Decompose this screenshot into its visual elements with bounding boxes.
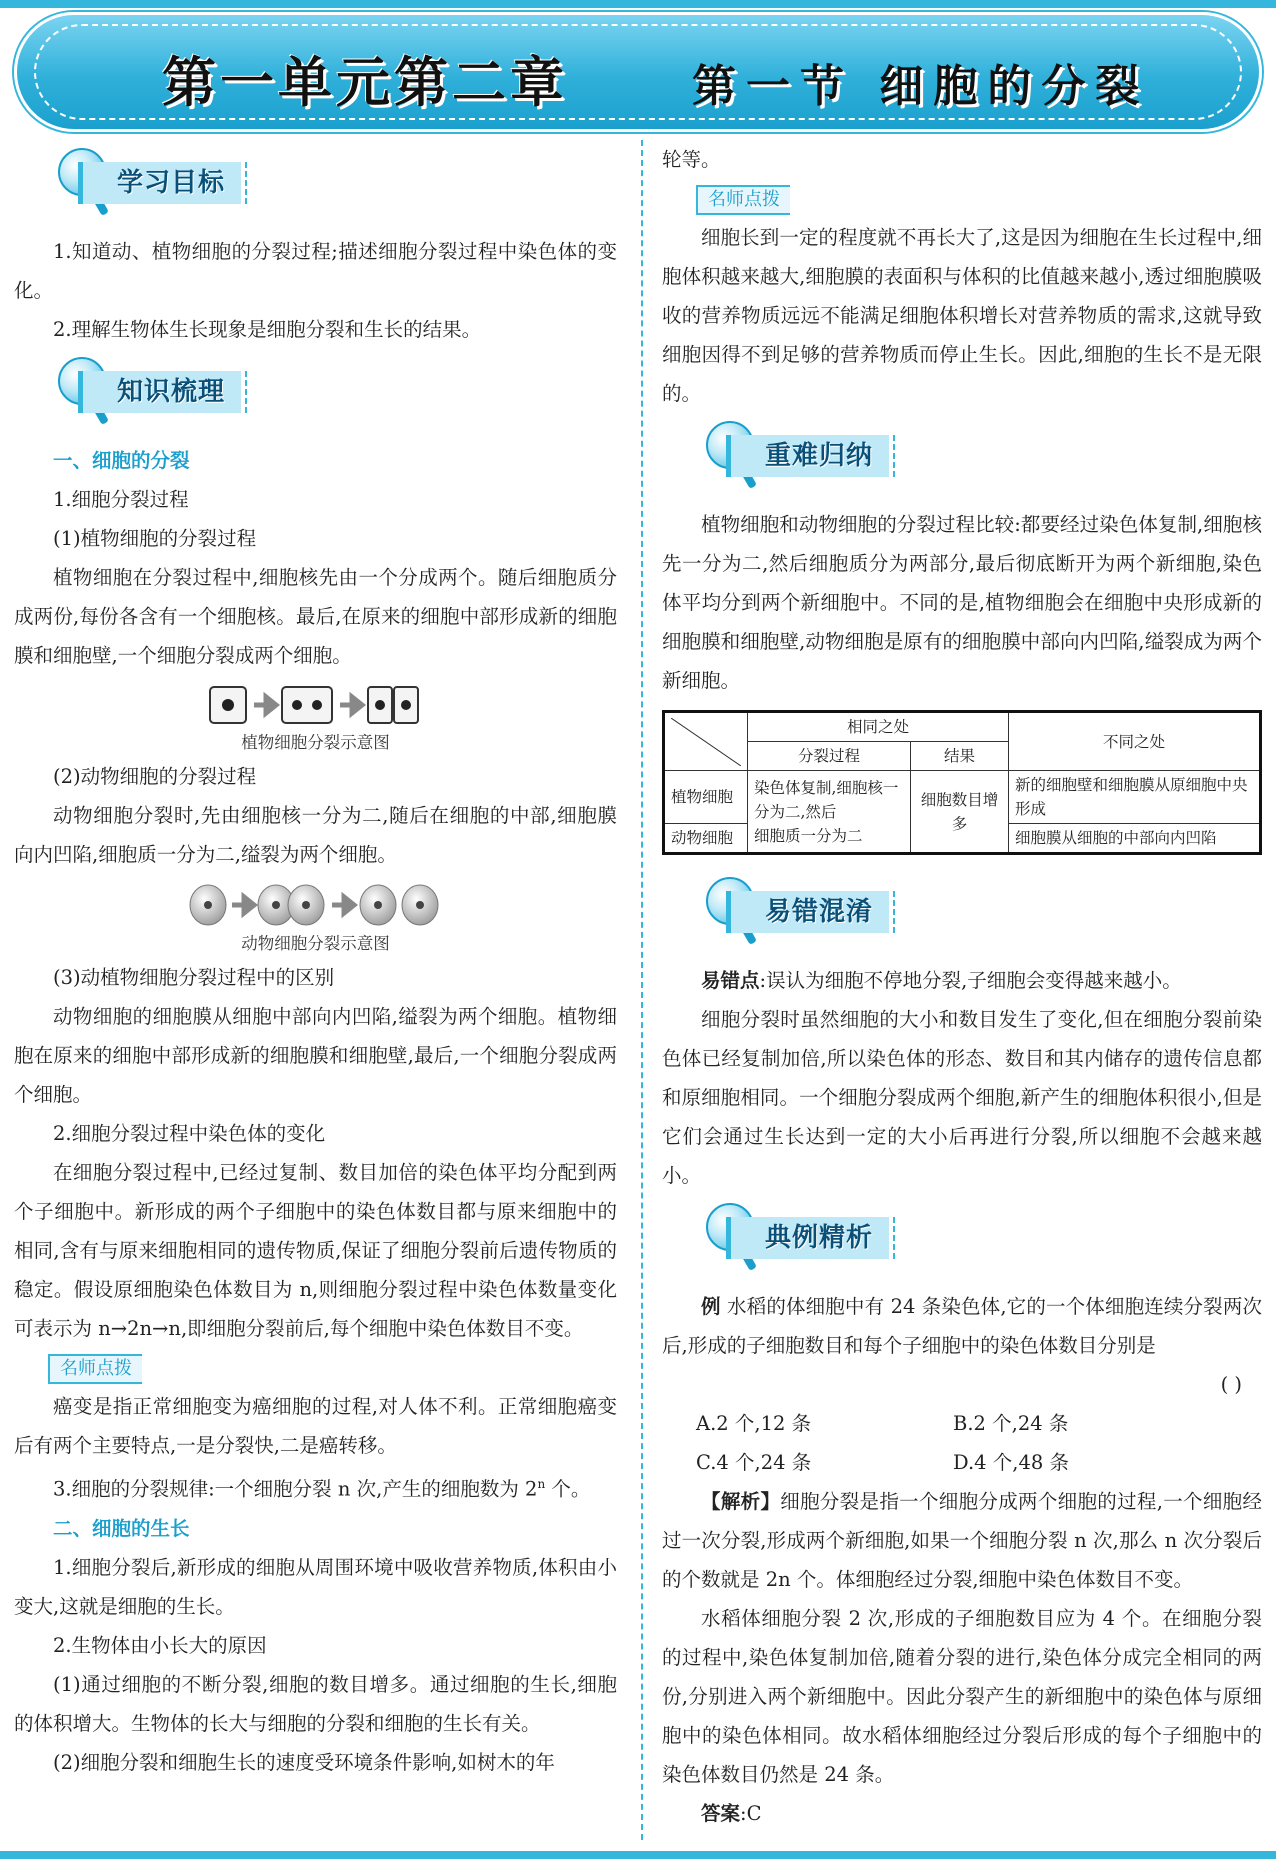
paragraph: 动物细胞的细胞膜从细胞中部向内凹陷,缢裂为两个细胞。植物细胞在原来的细胞中部形成新的细胞膜和细胞壁,最后,一个细胞分裂成两个细胞。: [14, 1005, 617, 1106]
options-row-2: [662, 1443, 1262, 1482]
analysis-text: 细胞分裂是指一个细胞分成两个细胞的过程,一个细胞经过一次分裂,形成两个新细胞,如果一个细胞分裂 n 次,那么 n 次分裂后的个数就是 2n 个。体细胞经过分裂,细胞中染色体数目不变。: [662, 1490, 1262, 1591]
rule-exponent: n: [537, 1477, 546, 1491]
header-banner: [14, 12, 1262, 132]
plant-cell-division-figure: [14, 681, 617, 757]
options-row-1: [662, 1404, 1262, 1443]
paragraph: 动物细胞分裂时,先由细胞核一分为二,随后在细胞的中部,细胞膜向内凹陷,细胞质一分为二,缢裂为两个细胞。: [14, 804, 617, 866]
top-accent-bar: [0, 0, 1276, 8]
error-point: [662, 961, 1262, 1000]
table-header-process: 分裂过程: [748, 742, 911, 771]
subheading-cell-division: 一、细胞的分裂: [53, 449, 190, 472]
paragraph: 在细胞分裂过程中,已经过复制、数目加倍的染色体平均分配到两个子细胞中。新形成的两个子细胞中的染色体数目都与原来细胞中的相同,含有与原来细胞相同的遗传物质,保证了细胞分裂前后遗传物质的稳定。假设原细胞染色体数目为 n,则细胞分裂过程中染色体数量变化可表示为 n→2n→n,即细胞分裂前后,每个细胞中染色体数目不变。: [14, 1161, 617, 1340]
paragraph: 1.细胞分裂过程: [53, 488, 189, 511]
table-cell-diff-plant: 新的细胞壁和细胞膜从原细胞中央形成: [1009, 771, 1261, 824]
section-heading-common-errors: [662, 873, 1262, 955]
answer-label: 答案: [701, 1802, 741, 1825]
process-animal: 细胞质一分为二: [754, 826, 863, 845]
section-heading-knowledge: [14, 353, 617, 435]
goal-2: 2.理解生物体生长现象是细胞分裂和生长的结果。: [53, 318, 482, 341]
diagonal-line: [671, 718, 741, 766]
paragraph-division-rule: [14, 1465, 617, 1509]
paragraph-continuation: 轮等。: [662, 148, 721, 171]
right-column: [662, 140, 1262, 1833]
unit-chapter-title: 第一单元第二章: [162, 51, 568, 114]
table-cell-diff-animal: 细胞膜从细胞的中部向内凹陷: [1009, 824, 1261, 854]
paragraph: 2.生物体由小长大的原因: [53, 1633, 267, 1657]
option-c: C.4 个,24 条: [696, 1451, 812, 1474]
error-label: 易错点: [701, 969, 760, 992]
section-heading-learning-goals: [14, 144, 617, 226]
example-label: 例: [701, 1295, 721, 1318]
table-header-same: 相同之处: [748, 712, 1009, 742]
figure-caption: 动物细胞分裂示意图: [241, 934, 390, 953]
section-heading-label: 易错混淆: [726, 891, 889, 933]
animal-cell-division-figure: [14, 880, 617, 958]
paragraph: (2)细胞分裂和细胞生长的速度受环境条件影响,如树木的年: [53, 1750, 555, 1774]
answer-value: :C: [740, 1802, 762, 1825]
paragraph: (1)植物细胞的分裂过程: [53, 527, 257, 550]
paragraph: (1)通过细胞的不断分裂,细胞的数目增多。通过细胞的生长,细胞的体积增大。生物体的长大与细胞的分裂和细胞的生长有关。: [14, 1672, 617, 1735]
section-heading-examples: [662, 1199, 1262, 1281]
table-corner-cell: [664, 712, 748, 771]
option-d: D.4 个,48 条: [953, 1451, 1069, 1474]
bottom-accent-bar: [0, 1851, 1276, 1859]
option-b: B.2 个,24 条: [953, 1412, 1069, 1435]
teacher-tip-label: 名师点拨: [48, 1354, 142, 1384]
rule-text: 3.细胞的分裂规律:一个细胞分裂 n 次,产生的细胞数为 2: [53, 1477, 538, 1501]
paragraph: 癌变是指正常细胞变为癌细胞的过程,对人体不利。正常细胞癌变后有两个主要特点,一是分裂快,二是癌转移。: [14, 1395, 617, 1457]
paragraph: (3)动植物细胞分裂过程中的区别: [53, 966, 335, 989]
subheading-cell-growth: 二、细胞的生长: [53, 1516, 190, 1540]
column-divider: [641, 140, 643, 1840]
section-heading-label: 知识梳理: [78, 371, 241, 413]
paragraph: 水稻体细胞分裂 2 次,形成的子细胞数目应为 4 个。在细胞分裂的过程中,染色体复制加倍,随着分裂的进行,染色体分成完全相同的两份,分别进入两个新细胞中。因此分裂产生的新细胞中的染色体与原细胞中的染色体相同。故水稻体细胞经过分裂后形成的每个子细胞中的染色体数目仍然是 24 条。: [662, 1607, 1262, 1786]
comparison-table: [662, 710, 1262, 855]
paragraph: 植物细胞在分裂过程中,细胞核先由一个分成两个。随后细胞质分成两份,每份各含有一个细胞核。最后,在原来的细胞中部形成新的细胞膜和细胞壁,一个细胞分裂成两个细胞。: [14, 566, 617, 667]
paragraph: 植物细胞和动物细胞的分裂过程比较:都要经过染色体复制,细胞核先一分为二,然后细胞质分为两部分,最后彻底断开为两个新细胞,染色体平均分到两个新细胞中。不同的是,植物细胞会在细胞中央形成新的细胞膜和细胞壁,动物细胞是原有的细胞膜中部向内凹陷,缢裂成为两个新细胞。: [662, 513, 1262, 692]
section-heading-label: 重难归纳: [726, 435, 889, 477]
left-column: [14, 140, 617, 1782]
table-cell-result: 细胞数目增多: [911, 771, 1009, 854]
process-plant: 染色体复制,细胞核一分为二,然后: [754, 778, 899, 821]
option-a: A.2 个,12 条: [696, 1412, 812, 1435]
error-text: :误认为细胞不停地分裂,子细胞会变得越来越小。: [759, 969, 1182, 992]
analysis-label: 【解析】: [701, 1490, 781, 1513]
animal-cell-division-diagram: [186, 880, 446, 930]
table-header-diff: 不同之处: [1009, 712, 1261, 771]
paragraph: 1.细胞分裂后,新形成的细胞从周围环境中吸收营养物质,体积由小变大,这就是细胞的生长。: [14, 1555, 617, 1618]
teacher-tip-label: 名师点拨: [696, 185, 790, 215]
table-cell-process: [748, 771, 911, 854]
plant-cell-division-diagram: [206, 681, 426, 729]
answer: [662, 1794, 1262, 1833]
section-title: 第一节 细胞的分裂: [692, 61, 1150, 112]
paragraph: 2.细胞分裂过程中染色体的变化: [53, 1122, 326, 1145]
section-heading-label: 学习目标: [78, 162, 241, 204]
section-heading-key-points: [662, 417, 1262, 499]
table-header-result: 结果: [911, 742, 1009, 771]
section-heading-label: 典例精析: [726, 1217, 889, 1259]
figure-caption: 植物细胞分裂示意图: [241, 733, 390, 752]
example-text: 水稻的体细胞中有 24 条染色体,它的一个体细胞连续分裂两次后,形成的子细胞数目和每个子细胞中的染色体数目分别是: [662, 1295, 1262, 1357]
analysis: [662, 1482, 1262, 1599]
table-row-plant: 植物细胞: [664, 771, 748, 824]
answer-blank: ( ): [1220, 1373, 1242, 1396]
goal-1: 1.知道动、植物细胞的分裂过程;描述细胞分裂过程中染色体的变化。: [14, 240, 617, 302]
paragraph: 细胞长到一定的程度就不再长大了,这是因为细胞在生长过程中,细胞体积越来越大,细胞膜的表面积与体积的比值越来越小,透过细胞膜吸收的营养物质远远不能满足细胞体积增长对营养物质的需求,这就导致细胞因得不到足够的营养物质而停止生长。因此,细胞的生长不是无限的。: [662, 226, 1262, 405]
paragraph: 细胞分裂时虽然细胞的大小和数目发生了变化,但在细胞分裂前染色体已经复制加倍,所以染色体的形态、数目和其内储存的遗传信息都和原细胞相同。一个细胞分裂成两个细胞,新产生的细胞体积很小,但是它们会通过生长达到一定的大小后再进行分裂,所以细胞不会越来越小。: [662, 1008, 1262, 1187]
example-question: [662, 1287, 1262, 1365]
table-row-animal: 动物细胞: [664, 824, 748, 854]
rule-text-end: 个。: [545, 1477, 591, 1501]
paragraph: (2)动物细胞的分裂过程: [53, 765, 257, 788]
